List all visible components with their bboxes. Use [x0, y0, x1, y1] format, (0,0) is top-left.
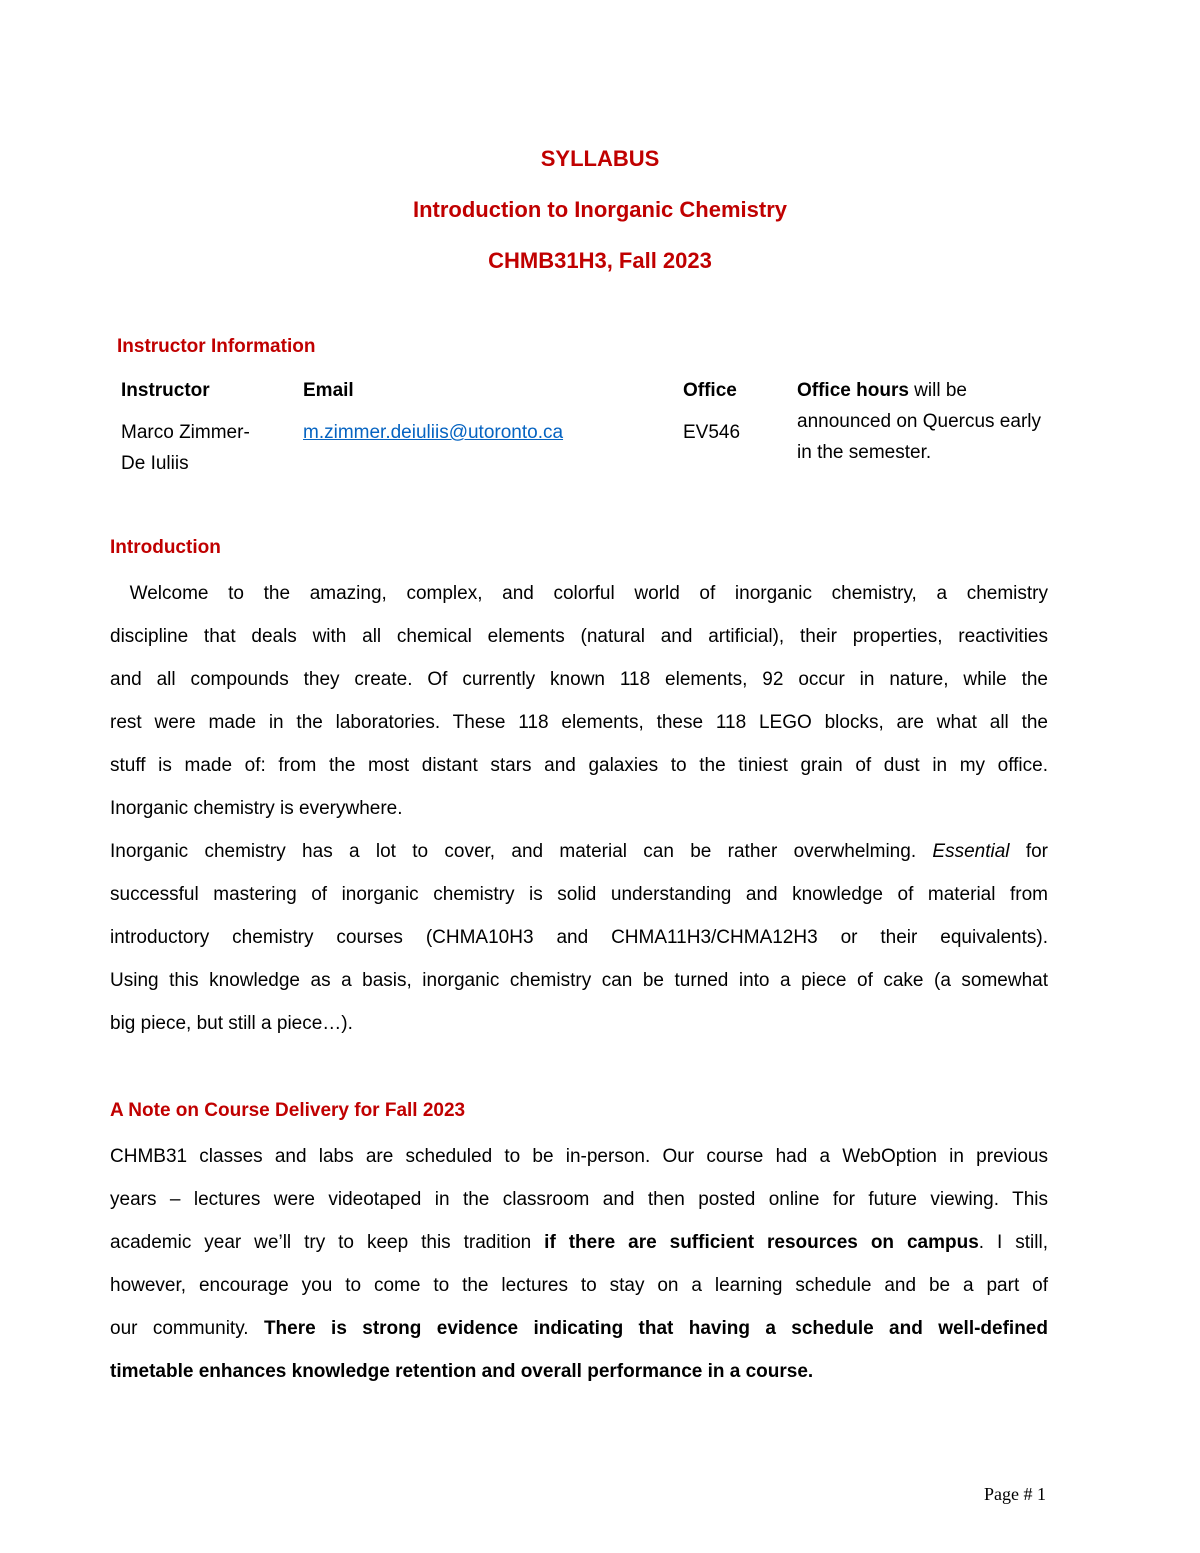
instructor-info-heading: Instructor Information [117, 336, 316, 357]
introduction-heading: Introduction [110, 537, 221, 558]
course-code-term: CHMB31H3, Fall 2023 [488, 248, 712, 273]
col-email-header: Email [303, 380, 354, 401]
intro-line: big piece, but still a piece…). [110, 1013, 353, 1034]
course-delivery-heading: A Note on Course Delivery for Fall 2023 [110, 1100, 466, 1121]
col-office-header: Office [683, 380, 737, 401]
office-hours-label: Office hours [797, 380, 909, 401]
delivery-emphasis: if there are sufficient resources on campus [544, 1232, 979, 1253]
page-number: Page # 1 [984, 1484, 1046, 1504]
intro-line: discipline that deals with all chemical elements (natural and artificial), their properties, reactivities [110, 626, 1048, 647]
course-name: Introduction to Inorganic Chemistry [412, 197, 787, 222]
delivery-text: our community. [110, 1318, 264, 1339]
syllabus-title: SYLLABUS [540, 146, 660, 171]
instructor-email-link[interactable]: m.zimmer.deiuliis@utoronto.ca [303, 422, 564, 443]
intro-p2-text-end: for [1009, 841, 1048, 862]
intro-line: Using this knowledge as a basis, inorganic chemistry can be turned into a piece of cake (a somewhat [110, 970, 1048, 991]
delivery-line [110, 1221, 1048, 1264]
delivery-text-end: . I still, [978, 1232, 1048, 1253]
intro-p2-emphasis: Essential [932, 841, 1010, 862]
intro-line: stuff is made of: from the most distant stars and galaxies to the tiniest grain of dust in my office. [110, 755, 1048, 776]
intro-line: Welcome to the amazing, complex, and colorful world of inorganic chemistry, a chemistry [110, 583, 1048, 604]
intro-p2-text: Inorganic chemistry has a lot to cover, and material can be rather overwhelming. [110, 841, 933, 862]
col-instructor-header: Instructor [121, 380, 210, 401]
introduction-paragraph [110, 572, 1048, 1045]
instructor-office: EV546 [683, 422, 741, 443]
intro-line: and all compounds they create. Of currently known 118 elements, 92 occur in nature, while the [110, 669, 1048, 690]
delivery-line [110, 1307, 1048, 1350]
office-hours-line2: announced on Quercus early [797, 411, 1041, 432]
delivery-line: however, encourage you to come to the lectures to stay on a learning schedule and be a part of [110, 1275, 1048, 1296]
delivery-line: timetable enhances knowledge retention and overall performance in a course. [110, 1361, 814, 1382]
intro-line: rest were made in the laboratories. These 118 elements, these 118 LEGO blocks, are what all the [110, 712, 1048, 733]
intro-line: successful mastering of inorganic chemistry is solid understanding and knowledge of material from [110, 884, 1048, 905]
instructor-name-line1: Marco Zimmer- [121, 422, 250, 443]
course-delivery-paragraph [110, 1135, 1048, 1393]
delivery-line: CHMB31 classes and labs are scheduled to be in-person. Our course had a WebOption in previous [110, 1146, 1048, 1167]
intro-line: Inorganic chemistry is everywhere. [110, 798, 403, 819]
office-hours-line3: in the semester. [797, 442, 932, 463]
intro-line [110, 830, 1048, 873]
delivery-emphasis: There is strong evidence indicating that having a schedule and well-defined [263, 1318, 1048, 1339]
delivery-text: academic year we’ll try to keep this tradition [110, 1232, 545, 1253]
office-hours-rest: will be [908, 380, 967, 401]
instructor-name-line2: De Iuliis [121, 453, 189, 474]
delivery-line: years – lectures were videotaped in the classroom and then posted online for future viewing. This [110, 1189, 1048, 1210]
intro-line: introductory chemistry courses (CHMA10H3 and CHMA11H3/CHMA12H3 or their equivalents). [110, 927, 1048, 948]
col-hours-header [797, 375, 967, 406]
